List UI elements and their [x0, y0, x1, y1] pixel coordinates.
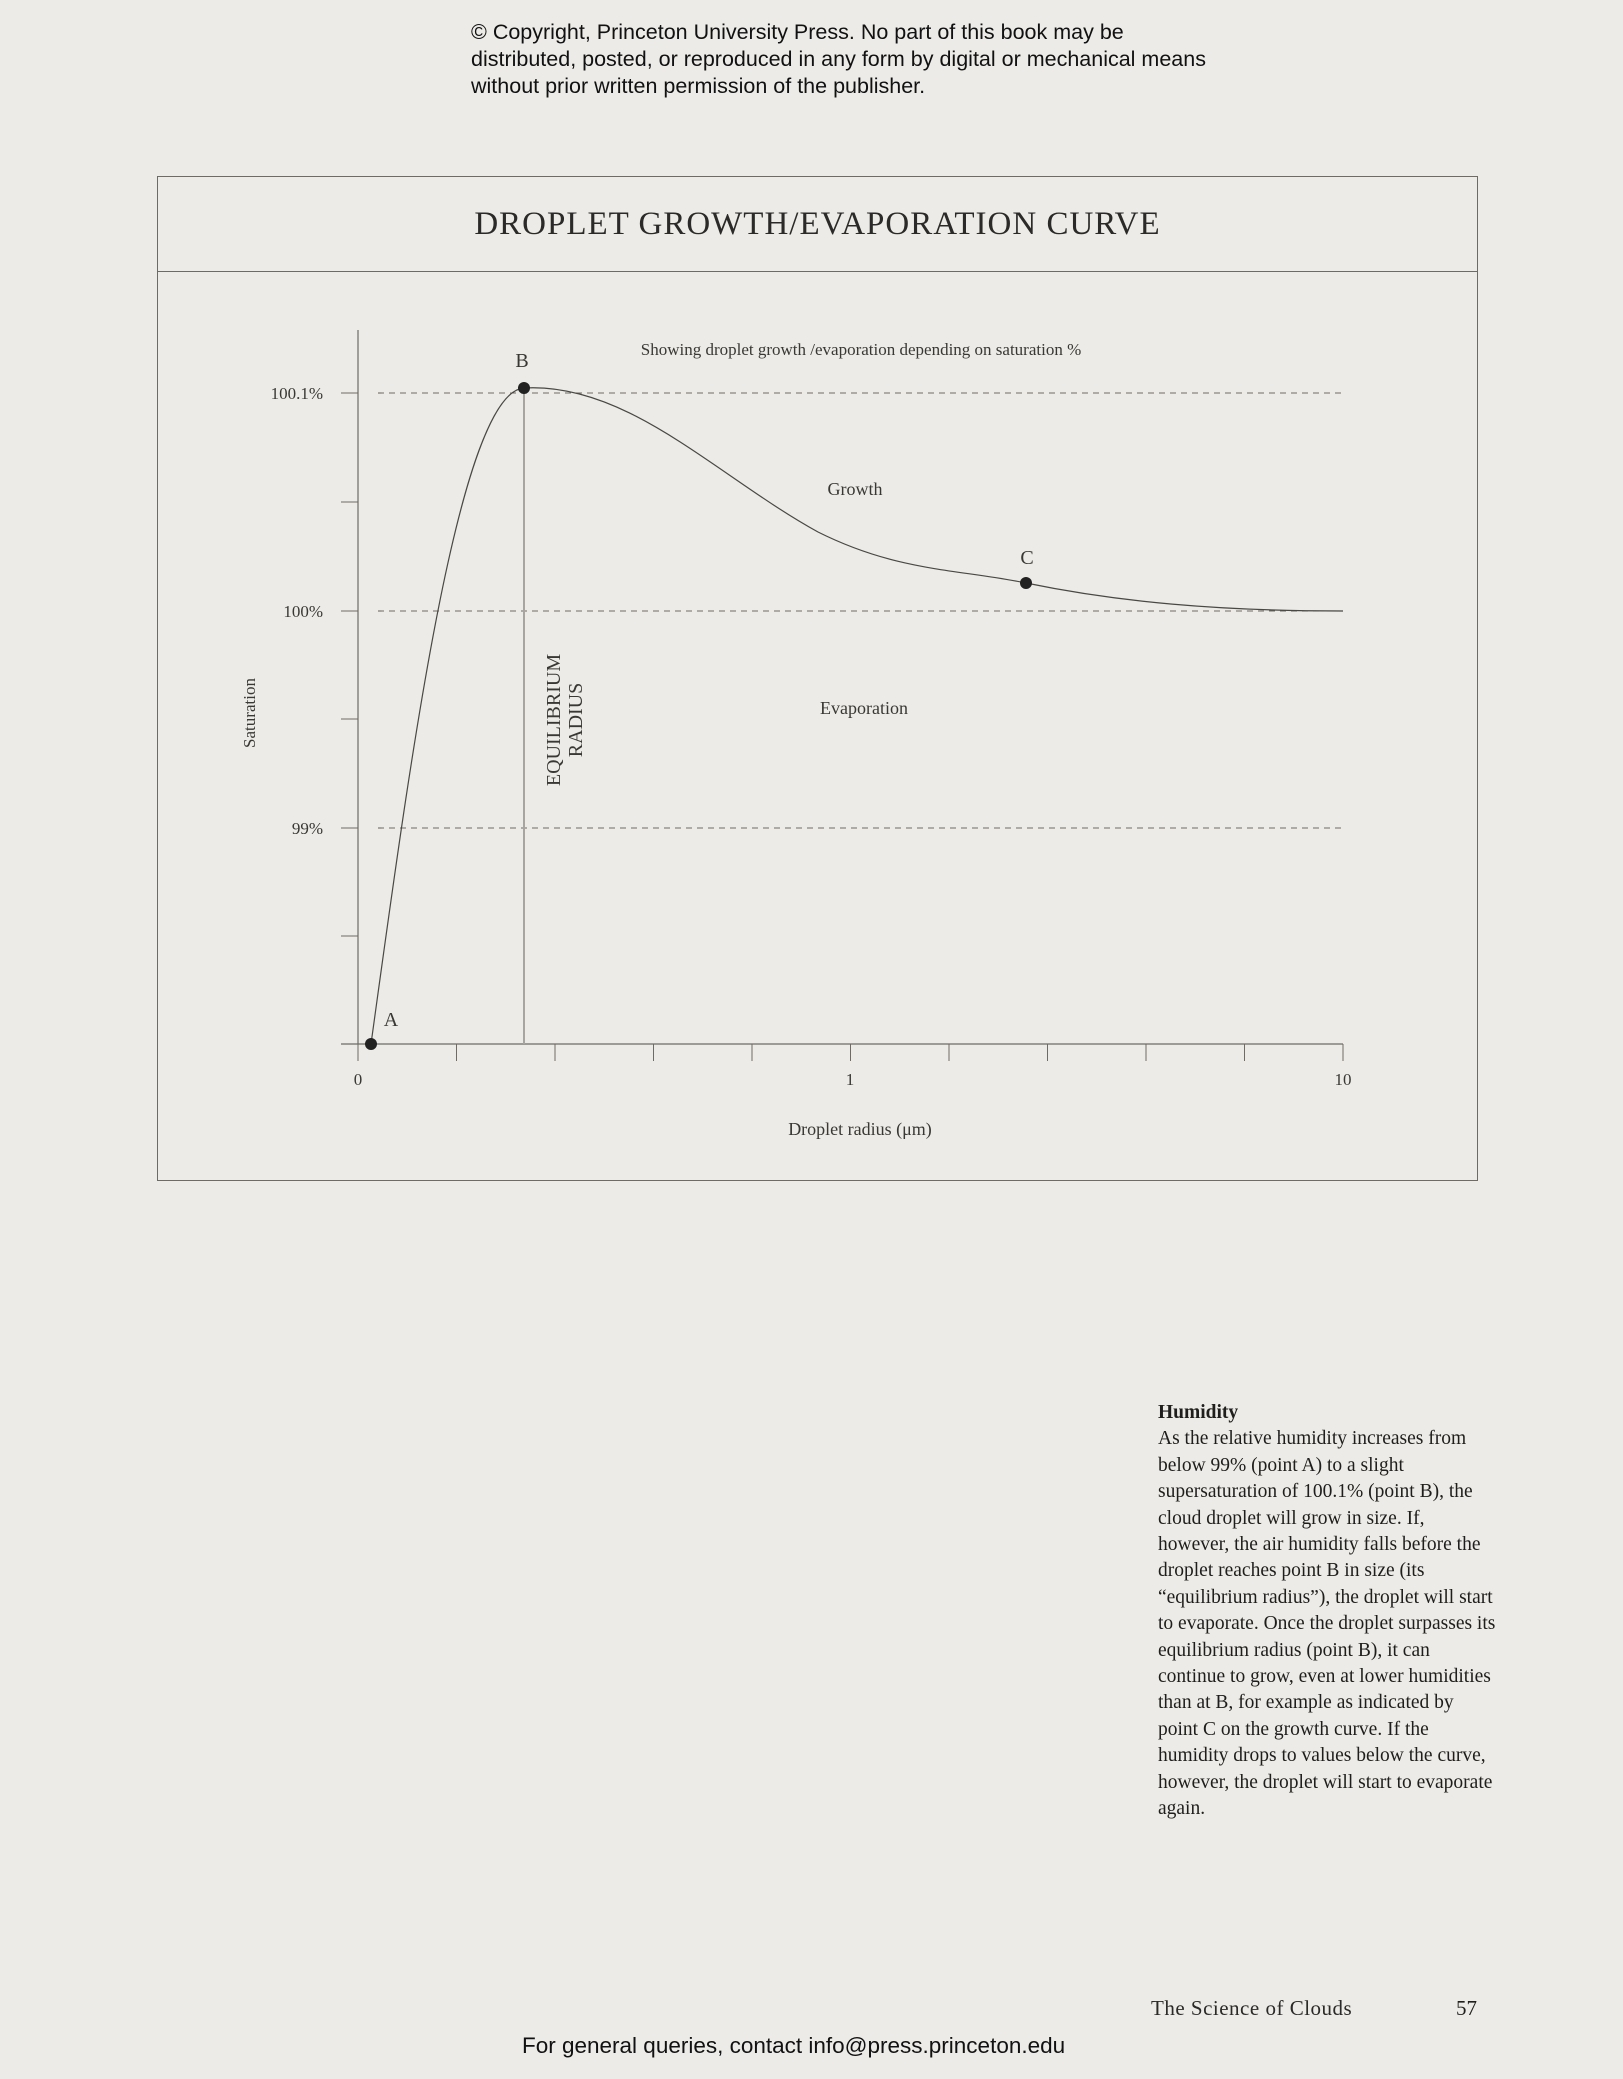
point-b-marker [518, 382, 530, 394]
equilibrium-label-line1: EQUILIBRIUM [543, 653, 565, 787]
humidity-sidebar [1158, 1400, 1498, 1823]
copyright-notice: © Copyright, Princeton University Press. No part of this book may be distributed, posted, or reproduced in any form by digital or mechanical means without prior written permission of the publisher. [471, 20, 1206, 98]
point-a-label: A [383, 1009, 399, 1031]
x-tick-label: 1 [845, 1070, 855, 1089]
point-b-label: B [515, 350, 529, 372]
sidebar-heading: Humidity [1158, 1402, 1239, 1423]
x-tick-label: 10 [1334, 1070, 1352, 1089]
growth-label: Growth [827, 479, 883, 499]
evaporation-label: Evaporation [820, 698, 908, 718]
y-tick-label: 100% [283, 602, 323, 621]
sidebar-body: As the relative humidity increases from below 99% (point A) to a slight supersaturation of 100.1% (point B), the cloud droplet will grow in size. If, however, the air humidity falls before the droplet reaches point B in size (its “equilibrium radius”), the droplet will start to evaporate. Once the droplet surpasses its equilibrium radius (point B), it can continue to grow, even at lower humidities than at B, for example as indicated by point C on the growth curve. If the humidity drops to values below the curve, however, the droplet will start to evaporate again. [1158, 1428, 1496, 1820]
x-ticks [354, 1044, 1352, 1089]
reference-lines [378, 393, 1343, 828]
y-tick-label: 99% [291, 819, 323, 838]
figure-panel [157, 176, 1478, 1181]
droplet-curve-chart [158, 177, 1479, 1182]
page-number: 57 [1456, 1996, 1477, 2020]
x-tick-label: 0 [353, 1070, 363, 1089]
point-c-marker [1020, 577, 1032, 589]
equilibrium-label-line2: RADIUS [565, 682, 587, 758]
chart-subtitle: Showing droplet growth /evaporation depending on saturation % [640, 340, 1082, 359]
figure-title: DROPLET GROWTH/EVAPORATION CURVE [158, 177, 1477, 272]
point-a-marker [365, 1038, 377, 1050]
y-ticks [271, 384, 358, 936]
y-tick-label: 100.1% [270, 384, 323, 403]
y-axis-label: Saturation [240, 678, 259, 748]
x-axis-label: Droplet radius (μm) [788, 1119, 932, 1139]
footer-contact: For general queries, contact info@press.princeton.edu [522, 2033, 1066, 2058]
running-head: The Science of Clouds [1151, 1996, 1353, 2020]
point-c-label: C [1020, 547, 1034, 569]
